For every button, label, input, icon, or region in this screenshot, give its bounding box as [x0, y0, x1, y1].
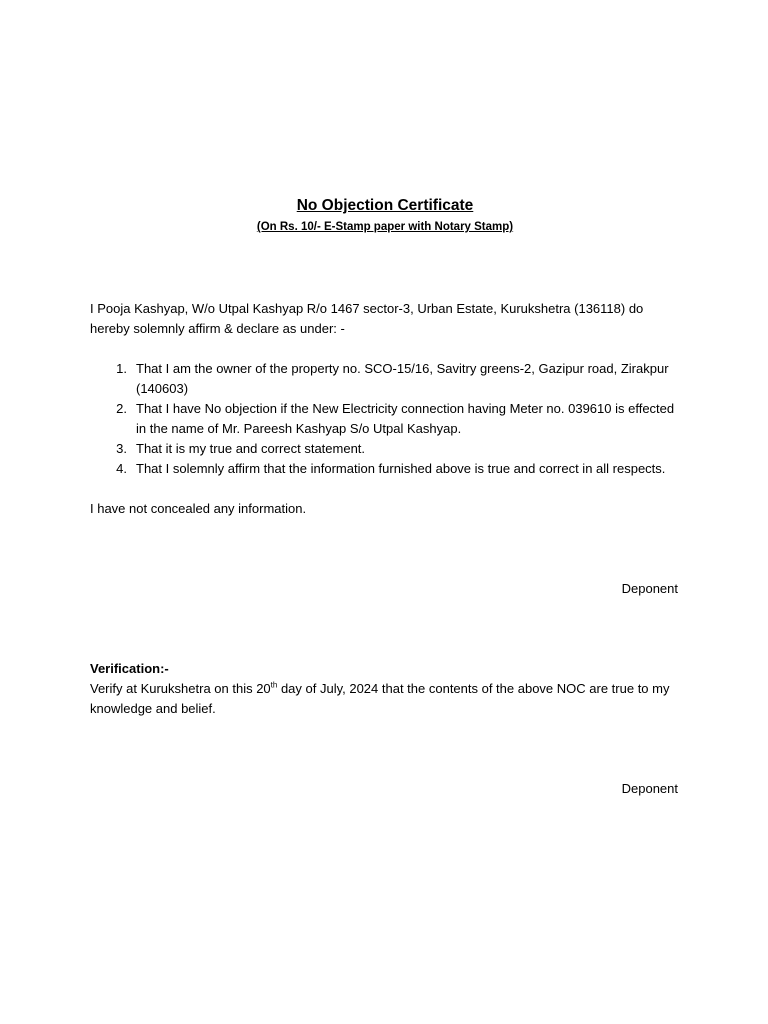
declaration-item-number: 2. — [116, 401, 127, 416]
declaration-item-text: That I am the owner of the property no. SCO-15/16, Savitry greens-2, Gazipur road, Zirakpur (140603) — [136, 361, 669, 396]
declaration-item-text: That it is my true and correct statement. — [136, 441, 366, 456]
deponent-signature-label: Deponent — [621, 581, 678, 596]
declaration-list — [90, 359, 680, 479]
intro-paragraph: I Pooja Kashyap, W/o Utpal Kashyap R/o 1467 sector-3, Urban Estate, Kurukshetra (136118) do hereby solemnly affirm & declare as under: - — [90, 301, 644, 336]
document-title: No Objection Certificate — [296, 197, 474, 214]
declaration-item — [90, 359, 680, 399]
declaration-item — [90, 439, 680, 459]
declaration-item-number: 3. — [116, 441, 127, 456]
declaration-item-number: 1. — [116, 361, 127, 376]
verification-text-end: day of July, 2024 that the contents of the above NOC are true to my knowledge and belief. — [90, 681, 670, 716]
document-page — [90, 195, 680, 799]
verification-text-start: Verify at Kurukshetra on this 20 — [90, 681, 271, 696]
verification-heading: Verification:- — [90, 661, 169, 676]
deponent-signature-label-2: Deponent — [621, 781, 678, 796]
declaration-item — [90, 459, 680, 479]
declaration-item — [90, 399, 680, 439]
closing-statement: I have not concealed any information. — [90, 501, 307, 516]
verification-ordinal-suffix: th — [270, 680, 278, 690]
declaration-item-number: 4. — [116, 461, 127, 476]
declaration-item-text: That I solemnly affirm that the information furnished above is true and correct in all respects. — [136, 461, 666, 476]
document-subtitle: (On Rs. 10/- E-Stamp paper with Notary Stamp) — [256, 221, 514, 233]
verification-text — [90, 679, 680, 719]
declaration-item-text: That I have No objection if the New Electricity connection having Meter no. 039610 is effected in the name of Mr. Pareesh Kashyap S/o Utpal Kashyap. — [136, 401, 675, 436]
